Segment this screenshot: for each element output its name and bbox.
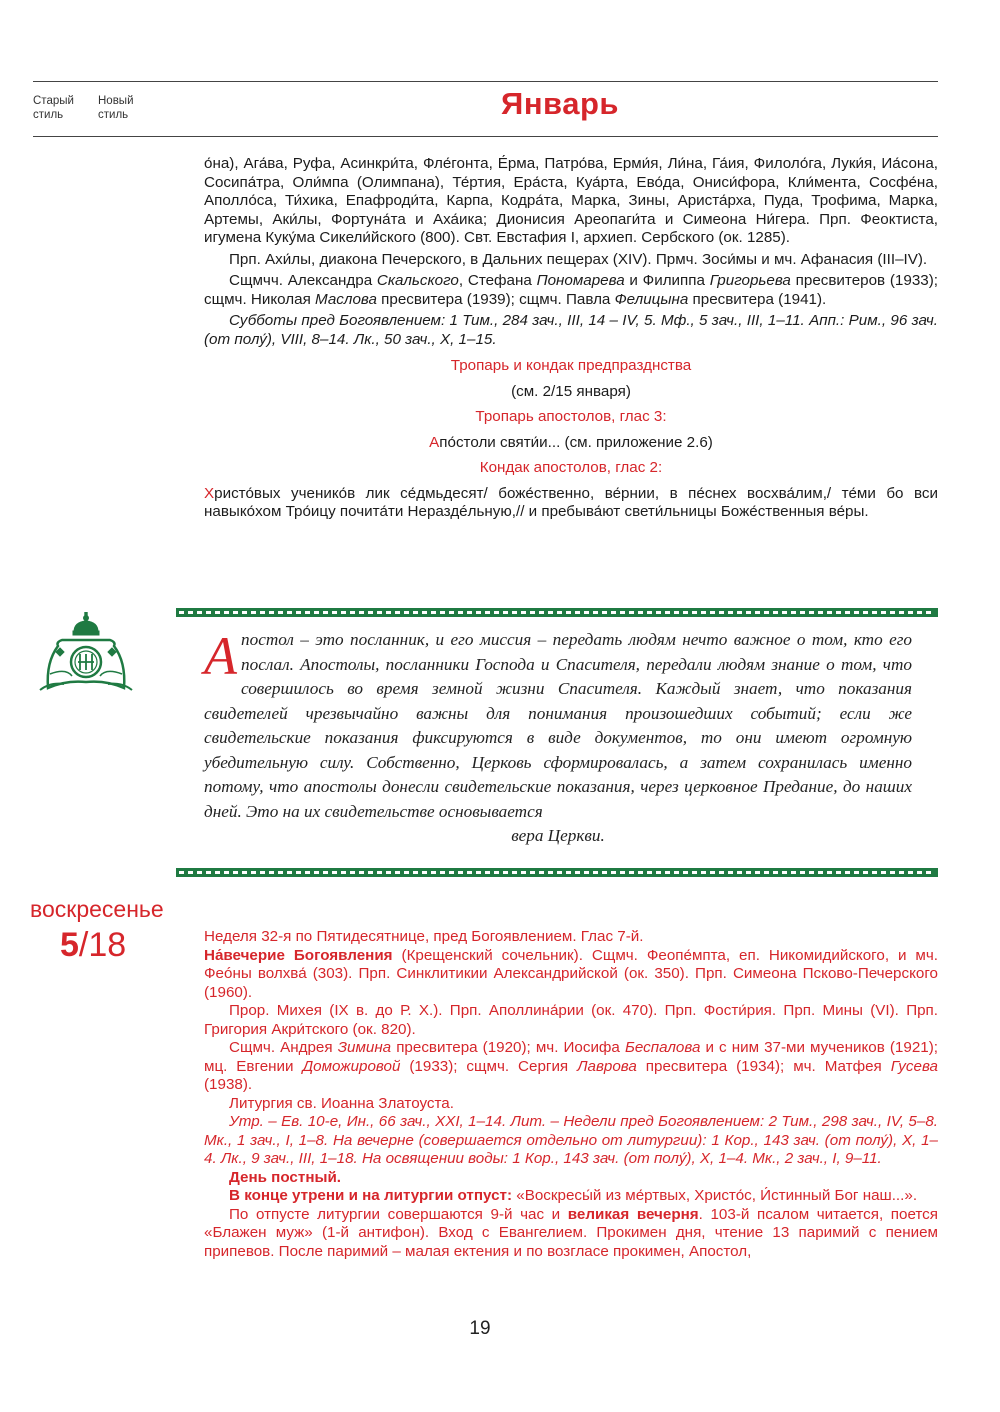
page-number: 19 (469, 1318, 491, 1339)
great-vespers: великая вечерня (567, 1205, 699, 1223)
surname: Лаврова (577, 1057, 637, 1075)
quote-text: постол – это посланник, и его миссия – передать людям нечто важное о том, кто его послал. Апостолы, посланники Господа и Спасителя, передали людям знание о том, что совершилось во время земной жизни Спасителя. Каждый знает, что показания свидетелей чрезвычайно важны для понимания произошедших событий; если же свидетельские показания фиксируются в виде документов, то они имеют огромную убедительную силу. Собственно, Церковь сформировалась, а затем сохранилась именно потому, что апостолы донесли свидетельские показания, через церковное Предание, до наших дней. Это на их свидетельстве основывается (204, 630, 912, 821)
surname: Доможировой (302, 1057, 401, 1075)
text-run: пресвитера (1920); мч. Иосифа (391, 1039, 625, 1056)
apostle-quote (204, 628, 912, 849)
text-run: , Стефана (458, 272, 537, 289)
surname: Беспалова (624, 1039, 701, 1056)
surname: Зимина (337, 1039, 392, 1056)
text-run: Сщмч. Андрея (229, 1039, 338, 1056)
red-initial: А (429, 433, 440, 451)
quote-last-line: вера Церкви. (511, 826, 605, 845)
text-run: По отпусте литургии совершаются 9-й час и (229, 1205, 568, 1223)
text-run: ристо́вых ученико́в лик се́дмьдесят/ боже́ственно, ве́рнии, в пе́снех восхва́лим,/ те́ми бо вси навыко́хом Тро́ицу почита́ти Нераздéльную,// и пребыва́ют свети́льницы Боже́ственныя ве́ры. (204, 484, 938, 520)
text-run: пресвитера (1934); мч. Матфея (636, 1057, 891, 1075)
text-run: (1933); сщмч. Сергия (400, 1057, 578, 1075)
old-style-label: Старый стиль (33, 95, 74, 121)
top-section (204, 155, 938, 522)
troparion-heading: Тропарь и кондак предпразднства (450, 357, 692, 374)
text-run: пресвитера (1941). (688, 290, 827, 308)
kontakion-text (204, 485, 938, 522)
ornament-band-top (176, 608, 938, 617)
new-style-label: Новый стиль (98, 95, 134, 121)
text-run: Сщмчч. Александра (229, 272, 377, 289)
old-style-date: 5 (60, 926, 79, 964)
text-run: пресвитеров (1933); сщмч. Николая (204, 272, 938, 308)
after-liturgy-paragraph (204, 1206, 938, 1262)
sunday-line: Неделя 32-я по Пятидесятнице, пред Богоявлением. Глас 7-й. (204, 928, 644, 945)
quote-paragraph (204, 628, 912, 824)
martyrs-paragraph (204, 1039, 938, 1095)
surname: Пономарева (536, 272, 625, 289)
fast-day: День постный. (229, 1168, 342, 1186)
saints-paragraph-2: Прп. Ахи́лы, диакона Печерского, в Дальних пещерах (XIV). Прмч. Зоси́мы и мч. Афанасия (III–IV). (229, 250, 928, 268)
kontakion-heading: Кондак апостолов, глас 2: (479, 459, 663, 476)
apostles-troparion (204, 434, 938, 453)
day-readings: Утр. – Ев. 10-е, Ин., 66 зач., XXI, 1–14. Лит. – Недели пред Богоявлением: 2 Тим., 298 зач., IV, 5–8. Мк., 1 зач., I, 1–8. На вечерне (совершается отдельно от литургии): 1 Кор., 143 зач. (от полу́), X, 1–4. Лк., 9 зач., III, 1–18. На освящении воды: 1 Кор., 143 зач. (от полу́), X, 1–4. Мк., 2 зач., I, 9–11. (204, 1113, 938, 1167)
liturgy-line: Литургия св. Иоанна Златоуста. (229, 1094, 454, 1112)
text-run: и Филиппа (624, 272, 710, 289)
month-title: Январь (501, 86, 619, 121)
text-run: и с ним 37-ми мучеников (1921); мц. Евгении (204, 1039, 938, 1075)
day-section (204, 928, 938, 1261)
header-top-rule (33, 81, 938, 82)
surname: Скальского (376, 272, 459, 289)
feast-paragraph (204, 947, 938, 1003)
surname: Григорьева (709, 272, 791, 289)
text-run: по́столи святи́и... (см. приложение 2.6) (439, 433, 713, 451)
feast-title: На́вечерие Богоявления (204, 946, 393, 964)
new-martyrs-paragraph (204, 272, 938, 309)
header-bottom-rule (33, 136, 938, 137)
dismissal-paragraph (204, 1187, 938, 1206)
text-run: (1938). (204, 1076, 253, 1093)
date-label (60, 926, 126, 965)
apostles-troparion-heading: Тропарь апостолов, глас 3: (475, 408, 667, 425)
ornament-band-bottom (176, 868, 938, 877)
troparion-reference: (см. 2/15 января) (511, 382, 631, 400)
weekday-label: воскресенье (30, 896, 164, 922)
text-run: . 103-й псалом читается, поется «Блажен муж» (1-й антифон). Вход с Евангелием. Прокимен дня, чтение 13 паримий с пением припевов. После паримий – малая ектения и по возгласе прокимен, Апостол, (204, 1205, 938, 1260)
new-style-date: /18 (78, 926, 127, 964)
surname: Фелицына (614, 290, 689, 308)
text-run: (Крещенский сочельник). Сщмч. Феопе́мпта, еп. Никомидийского, и мч. Феóны волхва́ (303). Прп. Синклитикии Александрийской (ок. 350). Прп. Симеона Псково-Печерского (1960). (204, 946, 939, 1001)
prophet-paragraph: Прор. Михея (IX в. до Р. Х.). Прп. Аполлина́рии (ок. 470). Прп. Фости́рия. Прп. Мины (VI). Прп. Григория Акри́тского (ок. 820). (204, 1002, 938, 1038)
quote-drop-cap: А (204, 626, 237, 686)
red-initial: Х (204, 484, 215, 502)
saints-list-paragraph: о́на), Ага́ва, Руфа, Асинкри́та, Фле́гонта, Е́рма, Патро́ва, Ерми́я, Ли́на, Га́ия, Филоло́га, Луки́я, Иа́сона, Сосипа́тра, Оли́мпа (Олимпана), Те́ртия, Ера́ста, Куа́рта, Ево́да, Ониси́фора, Кли́мента, Сосфе́на, Аполло́са, Ти́хика, Епафроди́та, Карпа, Кодра́та, Марка, Зины, Ариста́рха, Пуда, Трофима, Марка, Артемы, Аки́лы, Фортуна́та и Аха́ика; Дионисия Ареопаги́та и Симеона Ни́гера. Прп. Феоктиста, игумена Куку́ма Сикели́йского (800). Свт. Евстафия I, архиеп. Сербского (ок. 1285). (204, 155, 938, 246)
text-run: пресвитера (1939); сщмч. Павла (376, 290, 615, 308)
surname: Гусева (890, 1057, 938, 1075)
text-run: «Воскресы́й из ме́ртвых, Христо́с, И́стинный Бог наш...». (512, 1187, 918, 1204)
dismissal-label: В конце утрени и на литургии отпуст: (229, 1187, 513, 1204)
patriarchal-emblem-icon (36, 612, 136, 694)
surname: Маслова (315, 290, 377, 308)
saturday-readings: Субботы пред Богоявлением: 1 Тим., 284 зач., III, 14 – IV, 5. Мф., 5 зач., III, 1–11. Апп.: Рим., 96 зач. (от полу́), VIII, 8–14. Лк., 50 зач., X, 1–15. (204, 312, 938, 348)
